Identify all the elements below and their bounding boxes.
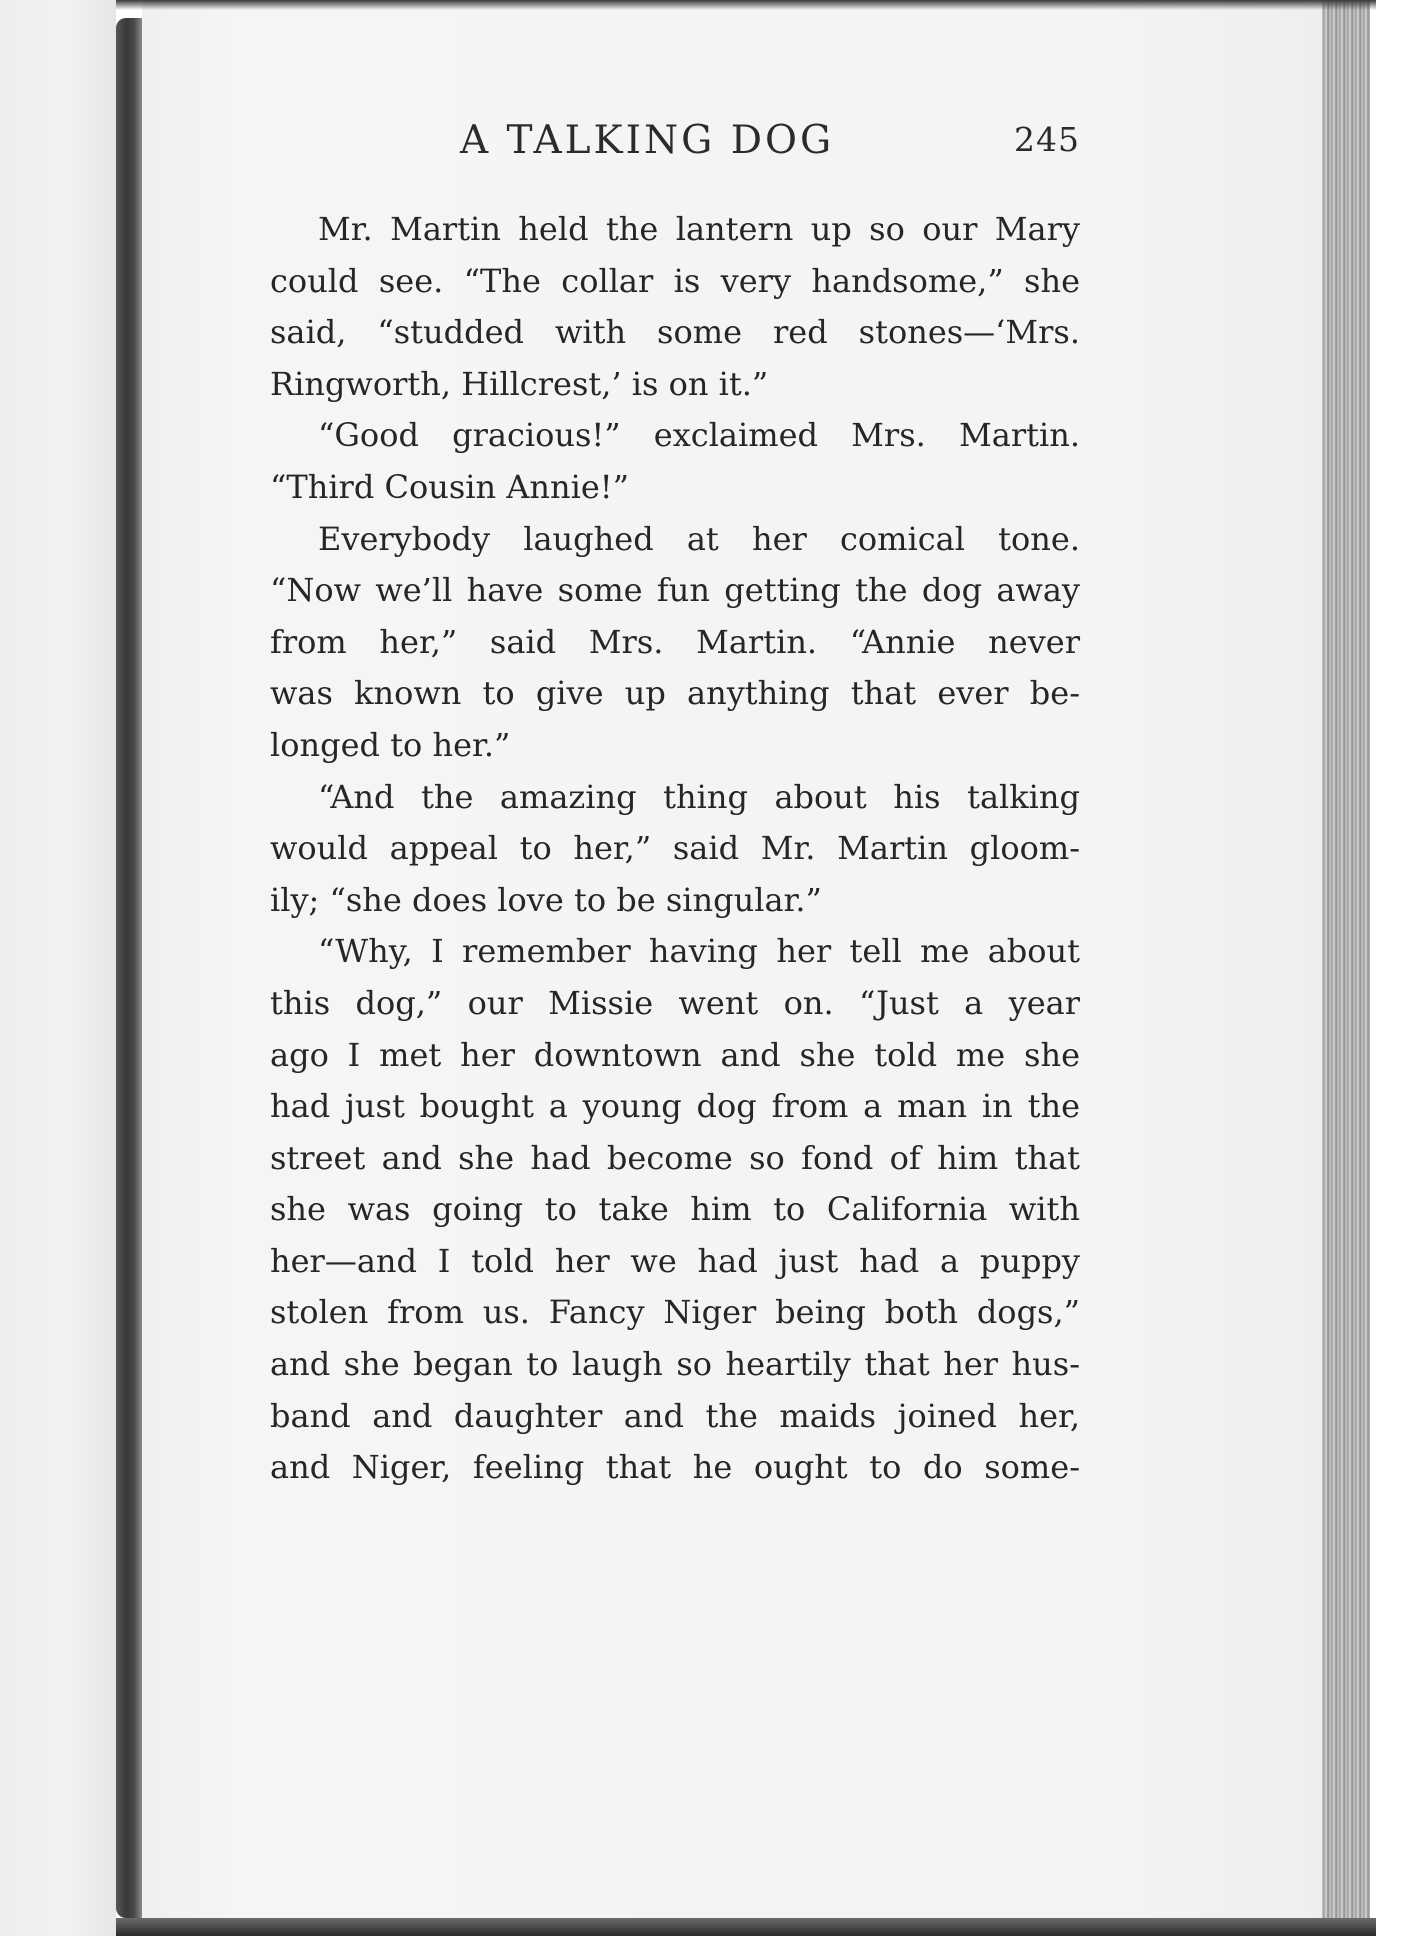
page-number: 245: [1014, 120, 1080, 159]
text-line: ago I met her downtown and she told me she: [270, 1035, 1080, 1074]
body-text: [270, 204, 1080, 1494]
text-line: “Why, I remember having her tell me about: [318, 932, 1080, 971]
top-shadow: [116, 0, 1376, 10]
text-line: stolen from us. Fancy Niger being both dogs,”: [270, 1293, 1080, 1332]
text-line: Mr. Martin held the lantern up so our Mary: [318, 210, 1080, 248]
text-line: “And the amazing thing about his talking: [318, 777, 1080, 816]
text-line: Ringworth, Hillcrest,’ is on it.”: [270, 364, 769, 403]
running-head: [270, 118, 1080, 178]
text-line: said, “studded with some red stones—‘Mrs.: [270, 313, 1080, 352]
text-line: was known to give up anything that ever be-: [270, 674, 1080, 713]
text-line: Everybody laughed at her comical tone.: [318, 519, 1080, 558]
text-line: from her,” said Mrs. Martin. “Annie never: [270, 622, 1080, 661]
running-title: A TALKING DOG: [460, 118, 835, 163]
text-line: had just bought a young dog from a man in the: [270, 1087, 1080, 1126]
text-line: could see. “The collar is very handsome,” she: [270, 261, 1080, 300]
text-line: and Niger, feeling that he ought to do some-: [270, 1448, 1080, 1487]
previous-page-edge: [0, 0, 116, 1936]
text-line: band and daughter and the maids joined her,: [270, 1396, 1080, 1435]
text-line: “Third Cousin Annie!”: [270, 467, 630, 506]
text-line: her—and I told her we had just had a puppy: [270, 1241, 1080, 1280]
text-line: street and she had become so fond of him that: [270, 1138, 1080, 1177]
text-line: ily; “she does love to be singular.”: [270, 880, 822, 919]
text-line: she was going to take him to California with: [270, 1190, 1080, 1229]
page-fore-edge: [1322, 0, 1370, 1930]
text-line: and she began to laugh so heartily that her hus-: [270, 1345, 1080, 1384]
text-line: this dog,” our Missie went on. “Just a year: [270, 983, 1080, 1022]
scan-margin: [1370, 0, 1408, 1936]
bottom-shadow: [116, 1918, 1376, 1936]
text-line: longed to her.”: [270, 725, 511, 764]
book-gutter: [116, 18, 142, 1918]
text-line: “Now we’ll have some fun getting the dog away: [270, 571, 1080, 610]
text-line: “Good gracious!” exclaimed Mrs. Martin.: [318, 416, 1080, 455]
text-line: would appeal to her,” said Mr. Martin gloom-: [270, 829, 1080, 868]
